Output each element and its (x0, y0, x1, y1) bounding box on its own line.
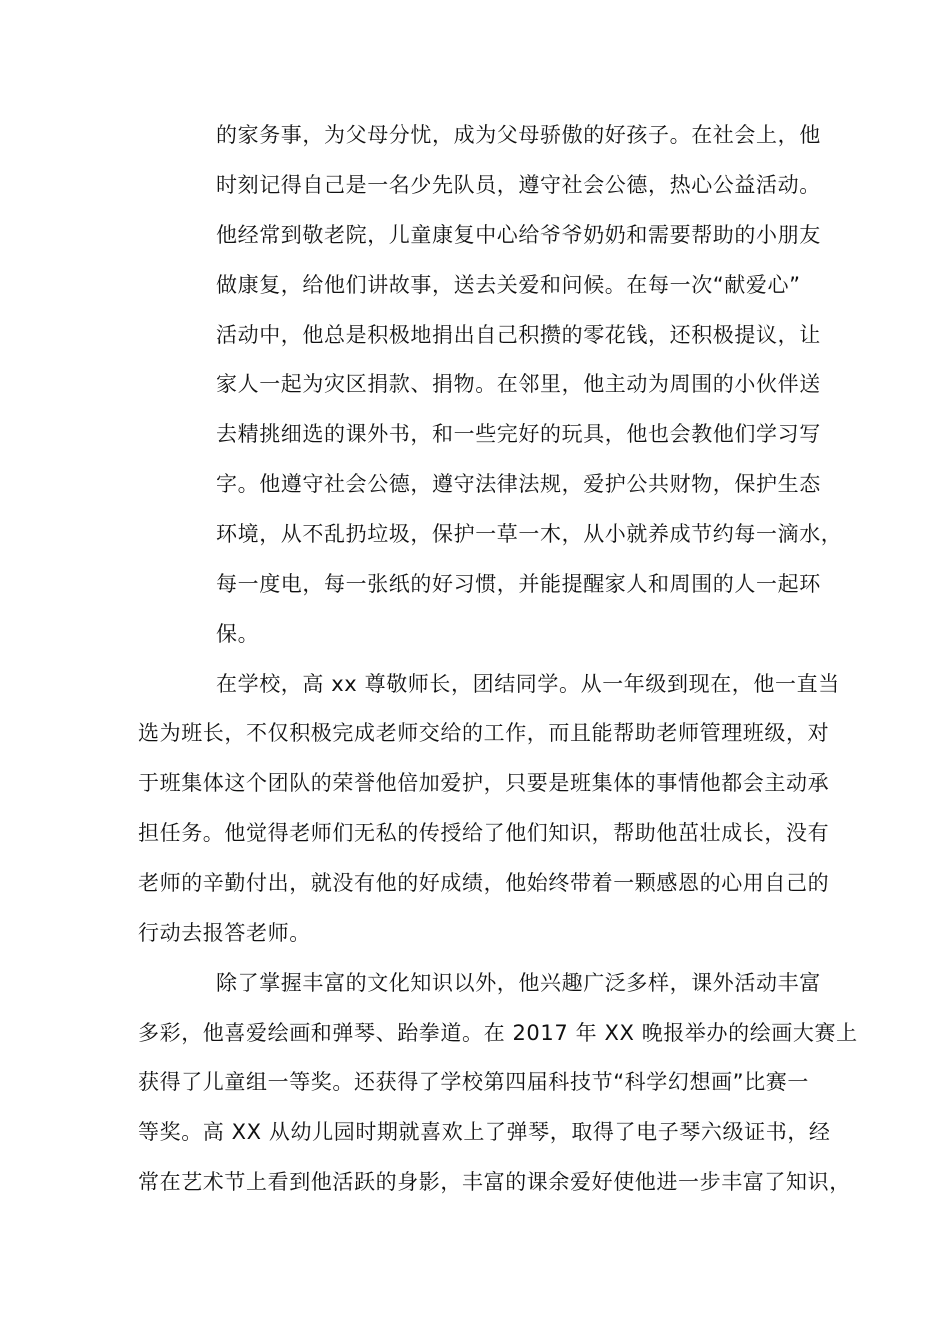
text-line: 于班集体这个团队的荣誉他倍加爱护，只要是班集体的事情他都会主动承 (138, 771, 830, 795)
text-line: 等奖。高 XX 从幼儿园时期就喜欢上了弹琴，取得了电子琴六级证书，经 (138, 1120, 831, 1144)
text-line: 获得了儿童组一等奖。还获得了学校第四届科技节“科学幻想画”比赛一 (138, 1070, 809, 1094)
text-line: 环境，从不乱扔垃圾，保护一草一木，从小就养成节约每一滴水， (216, 522, 843, 546)
text-line: 选为班长，不仅积极完成老师交给的工作，而且能帮助老师管理班级，对 (138, 721, 830, 745)
text-line: 时刻记得自己是一名少先队员，遵守社会公德，热心公益活动。 (216, 173, 821, 197)
text-line: 保。 (216, 622, 260, 646)
text-line: 活动中，他总是积极地捐出自己积攒的零花钱，还积极提议，让 (216, 323, 821, 347)
text-line: 多彩，他喜爱绘画和弹琴、跆拳道。在 2017 年 XX 晚报举办的绘画大赛上 (138, 1021, 858, 1045)
text-line: 做康复，给他们讲故事，送去关爱和问候。在每一次“献爱心” (216, 273, 801, 297)
paragraph-first-line: 在学校，高 xx 尊敬师长，团结同学。从一年级到现在，他一直当 (216, 672, 840, 696)
text-line: 老师的辛勤付出，就没有他的好成绩，他始终带着一颗感恩的心用自己的 (138, 871, 830, 895)
paragraph-first-line: 除了掌握丰富的文化知识以外，他兴趣广泛多样，课外活动丰富 (216, 971, 821, 995)
text-line: 常在艺术节上看到他活跃的身影，丰富的课余爱好使他进一步丰富了知识， (138, 1170, 851, 1194)
text-line: 他经常到敬老院，儿童康复中心给爷爷奶奶和需要帮助的小朋友 (216, 223, 821, 247)
text-line: 去精挑细选的课外书，和一些完好的玩具，他也会教他们学习写 (216, 422, 821, 446)
text-line: 担任务。他觉得老师们无私的传授给了他们知识，帮助他茁壮成长，没有 (138, 821, 830, 845)
text-line: 每一度电，每一张纸的好习惯，并能提醒家人和周围的人一起环 (216, 572, 821, 596)
text-line: 行动去报答老师。 (138, 921, 311, 945)
text-line: 字。他遵守社会公德，遵守法律法规，爱护公共财物，保护生态 (216, 472, 821, 496)
text-line: 家人一起为灾区捐款、捐物。在邻里，他主动为周围的小伙伴送 (216, 372, 821, 396)
text-line: 的家务事，为父母分忧，成为父母骄傲的好孩子。在社会上，他 (216, 123, 821, 147)
